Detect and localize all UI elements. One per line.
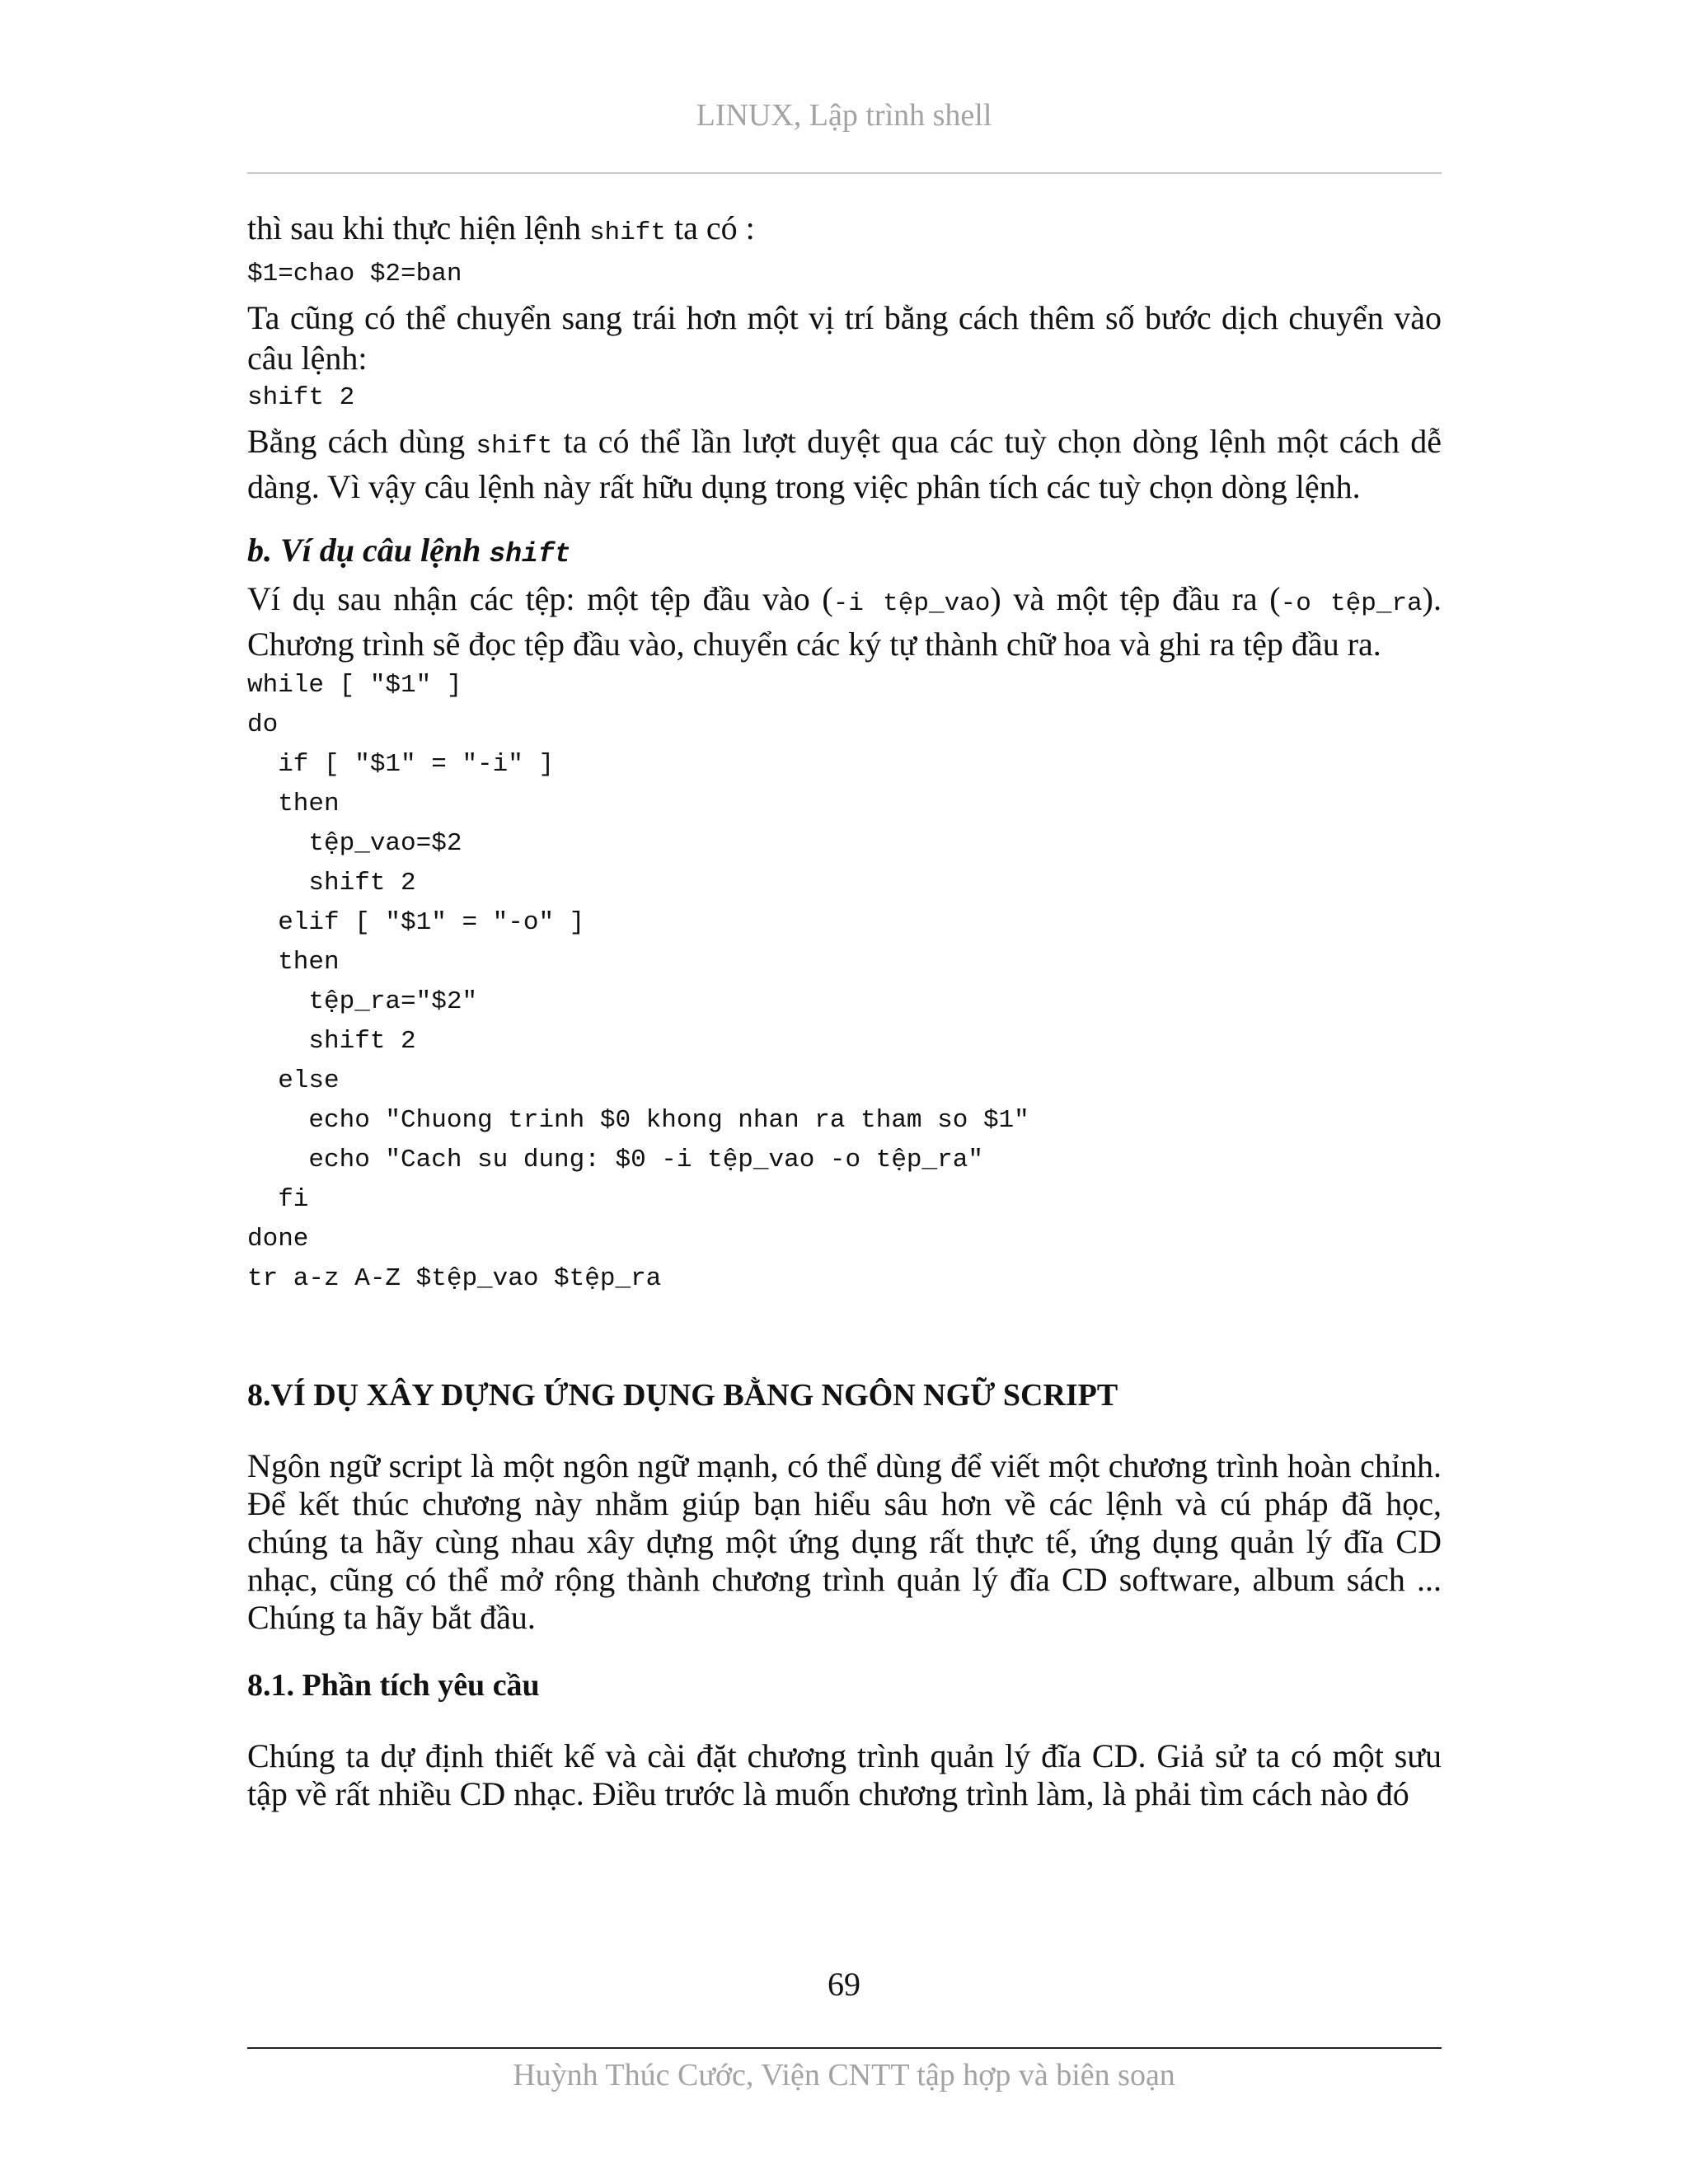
inline-code: -o tệp_ra bbox=[1280, 589, 1423, 618]
code-line: tr a-z A-Z $tệp_vao $tệp_ra bbox=[247, 1264, 662, 1293]
code-line: elif [ "$1" = "-o" ] bbox=[247, 908, 585, 937]
paragraph-text: thì sau khi thực hiện lệnh bbox=[247, 209, 589, 246]
code-line: echo "Chuong trinh $0 khong nhan ra tham so $1" bbox=[247, 1106, 1029, 1135]
paragraph-text: Ví dụ sau nhận các tệp: một tệp đầu vào ( bbox=[247, 580, 833, 617]
footer-rule bbox=[247, 2047, 1442, 2049]
header-rule bbox=[247, 172, 1442, 174]
subheading-example bbox=[247, 530, 1442, 575]
code-block bbox=[247, 666, 1442, 1299]
page-number: 69 bbox=[828, 1966, 860, 2003]
code-line: while [ "$1" ] bbox=[247, 671, 462, 700]
code-line: shift 2 bbox=[247, 383, 355, 412]
paragraph-text: ta có : bbox=[665, 209, 755, 246]
code-line: $1=chao $2=ban bbox=[247, 260, 462, 288]
inline-code: shift bbox=[588, 218, 666, 247]
code-line: shift 2 bbox=[247, 1027, 416, 1056]
subsection-heading: 8.1. Phần tích yêu cầu bbox=[247, 1668, 540, 1703]
paragraph-example-description bbox=[247, 579, 1442, 664]
code-line: do bbox=[247, 710, 279, 739]
code-line: then bbox=[247, 948, 340, 977]
code-line: else bbox=[247, 1066, 340, 1095]
paragraph-requirements: Chúng ta dự định thiết kế và cài đặt chương trình quản lý đĩa CD. Giả sử ta có một sưu tập về rất nhiều CD nhạc. Điều trước là muốn chương trình làm, là phải tìm cách nào đó bbox=[247, 1737, 1442, 1812]
running-footer: Huỳnh Thúc Cước, Viện CNTT tập hợp và biên soạn bbox=[513, 2058, 1175, 2093]
code-line: if [ "$1" = "-i" ] bbox=[247, 750, 555, 779]
subheading-text: b. Ví dụ câu lệnh bbox=[247, 532, 490, 569]
paragraph-shift-result bbox=[247, 208, 1442, 253]
paragraph-shift-usage bbox=[247, 421, 1442, 507]
paragraph-text: ). Chương trình sẽ đọc tệp đầu vào, chuyển các ký tự thành chữ hoa và ghi ra tệp đầu ra. bbox=[247, 580, 1442, 663]
page-body bbox=[247, 208, 1442, 1813]
section-heading: 8.VÍ DỤ XÂY DỰNG ỨNG DỤNG BẰNG NGÔN NGỮ SCRIPT bbox=[247, 1378, 1118, 1413]
code-line: echo "Cach su dung: $0 -i tệp_vao -o tệp_ra" bbox=[247, 1146, 983, 1174]
inline-code: shift bbox=[489, 539, 571, 569]
code-line: fi bbox=[247, 1185, 309, 1214]
code-line: shift 2 bbox=[247, 869, 416, 898]
paragraph-text: Bằng cách dùng bbox=[247, 423, 476, 460]
paragraph-text: ) và một tệp đầu ra ( bbox=[990, 580, 1281, 617]
inline-code: -i tệp_vao bbox=[832, 589, 991, 618]
paragraph-shift-multi: Ta cũng có thể chuyển sang trái hơn một vị trí bằng cách thêm số bước dịch chuyển vào câu lệnh: bbox=[247, 299, 1442, 377]
inline-code: shift bbox=[476, 432, 553, 461]
running-header: LINUX, Lập trình shell bbox=[696, 98, 992, 133]
paragraph-section-intro: Ngôn ngữ script là một ngôn ngữ mạnh, có thể dùng để viết một chương trình hoàn chỉnh. Để kết thúc chương này nhằm giúp bạn hiểu sâu hơn về các lệnh và cú pháp đã học, chúng ta hãy cùng nhau xây dựng một ứng dụng rất thực tế, ứng dụng quản lý đĩa CD nhạc, cũng có thể mở rộng thành chương trình quản lý đĩa CD software, album sách ... Chúng ta hãy bắt đầu. bbox=[247, 1447, 1442, 1636]
paragraph-text: ta có thể lần lượt duyệt qua các tuỳ chọn dòng lệnh một cách dễ dàng. Vì vậy câu lệnh này rất hữu dụng trong việc phân tích các tuỳ chọn dòng lệnh. bbox=[247, 423, 1442, 505]
code-line: done bbox=[247, 1225, 309, 1254]
code-line: tệp_ra="$2" bbox=[247, 987, 478, 1016]
code-line: then bbox=[247, 790, 340, 818]
code-line: tệp_vao=$2 bbox=[247, 829, 462, 858]
